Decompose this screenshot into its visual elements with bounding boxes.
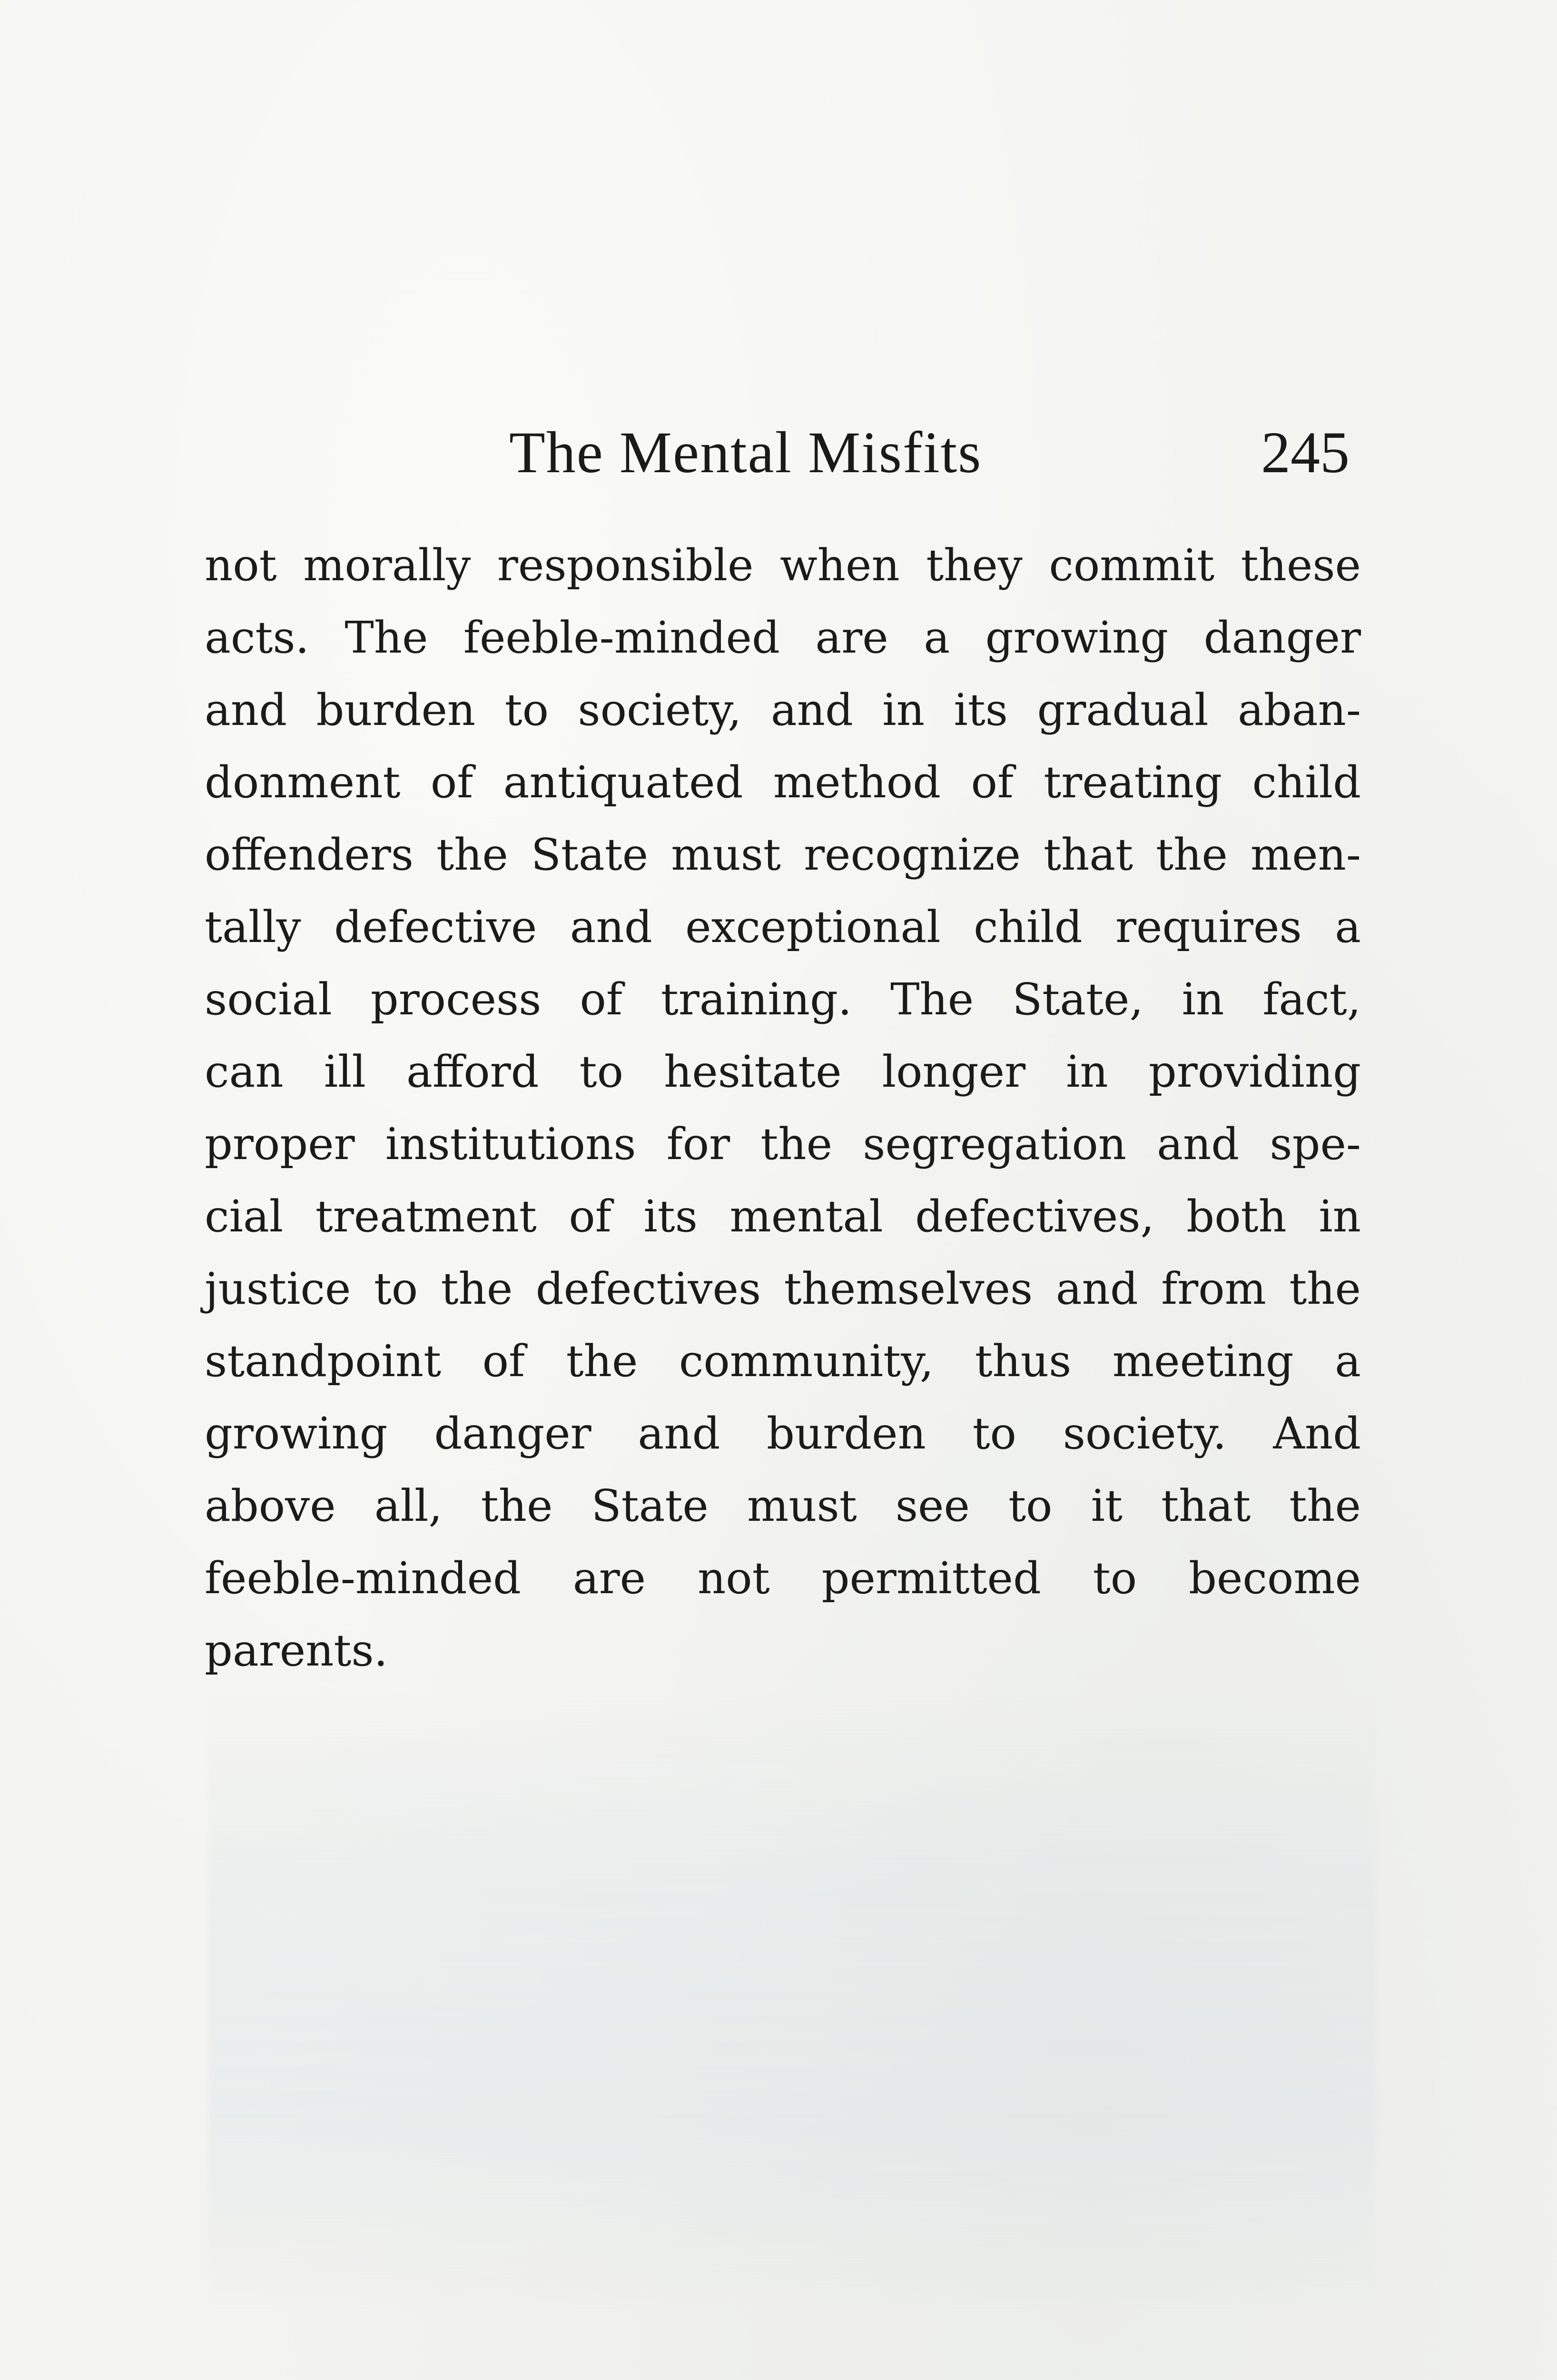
text-line: feeble-minded are not permitted to become	[205, 1553, 1361, 1604]
text-line: tally defective and exceptional child requires a	[205, 902, 1361, 952]
text-line: social process of training. The State, in fact,	[205, 974, 1361, 1025]
text-line: standpoint of the community, thus meeting a	[205, 1336, 1361, 1387]
text-line: not morally responsible when they commit these	[205, 540, 1361, 591]
text-line: growing danger and burden to society. And	[205, 1408, 1361, 1459]
text-line: and burden to society, and in its gradual aban-	[205, 684, 1361, 735]
text-line: above all, the State must see to it that the	[205, 1480, 1361, 1531]
text-line: acts. The feeble-minded are a growing danger	[205, 612, 1361, 663]
text-line-last: parents.	[205, 1625, 388, 1676]
body-text	[205, 529, 1361, 1687]
text-line: offenders the State must recognize that the men-	[205, 829, 1361, 880]
text-line: proper institutions for the segregation and spe-	[205, 1119, 1361, 1170]
running-head-title: The Mental Misfits	[509, 420, 982, 485]
text-line: can ill afford to hesitate longer in providing	[205, 1046, 1361, 1097]
show-through-bleed	[209, 1695, 1375, 2313]
page-number: 245	[1261, 420, 1350, 485]
text-line: justice to the defectives themselves and from the	[205, 1263, 1361, 1314]
text-line: donment of antiquated method of treating child	[205, 757, 1361, 808]
text-line: cial treatment of its mental defectives, both in	[205, 1191, 1361, 1242]
